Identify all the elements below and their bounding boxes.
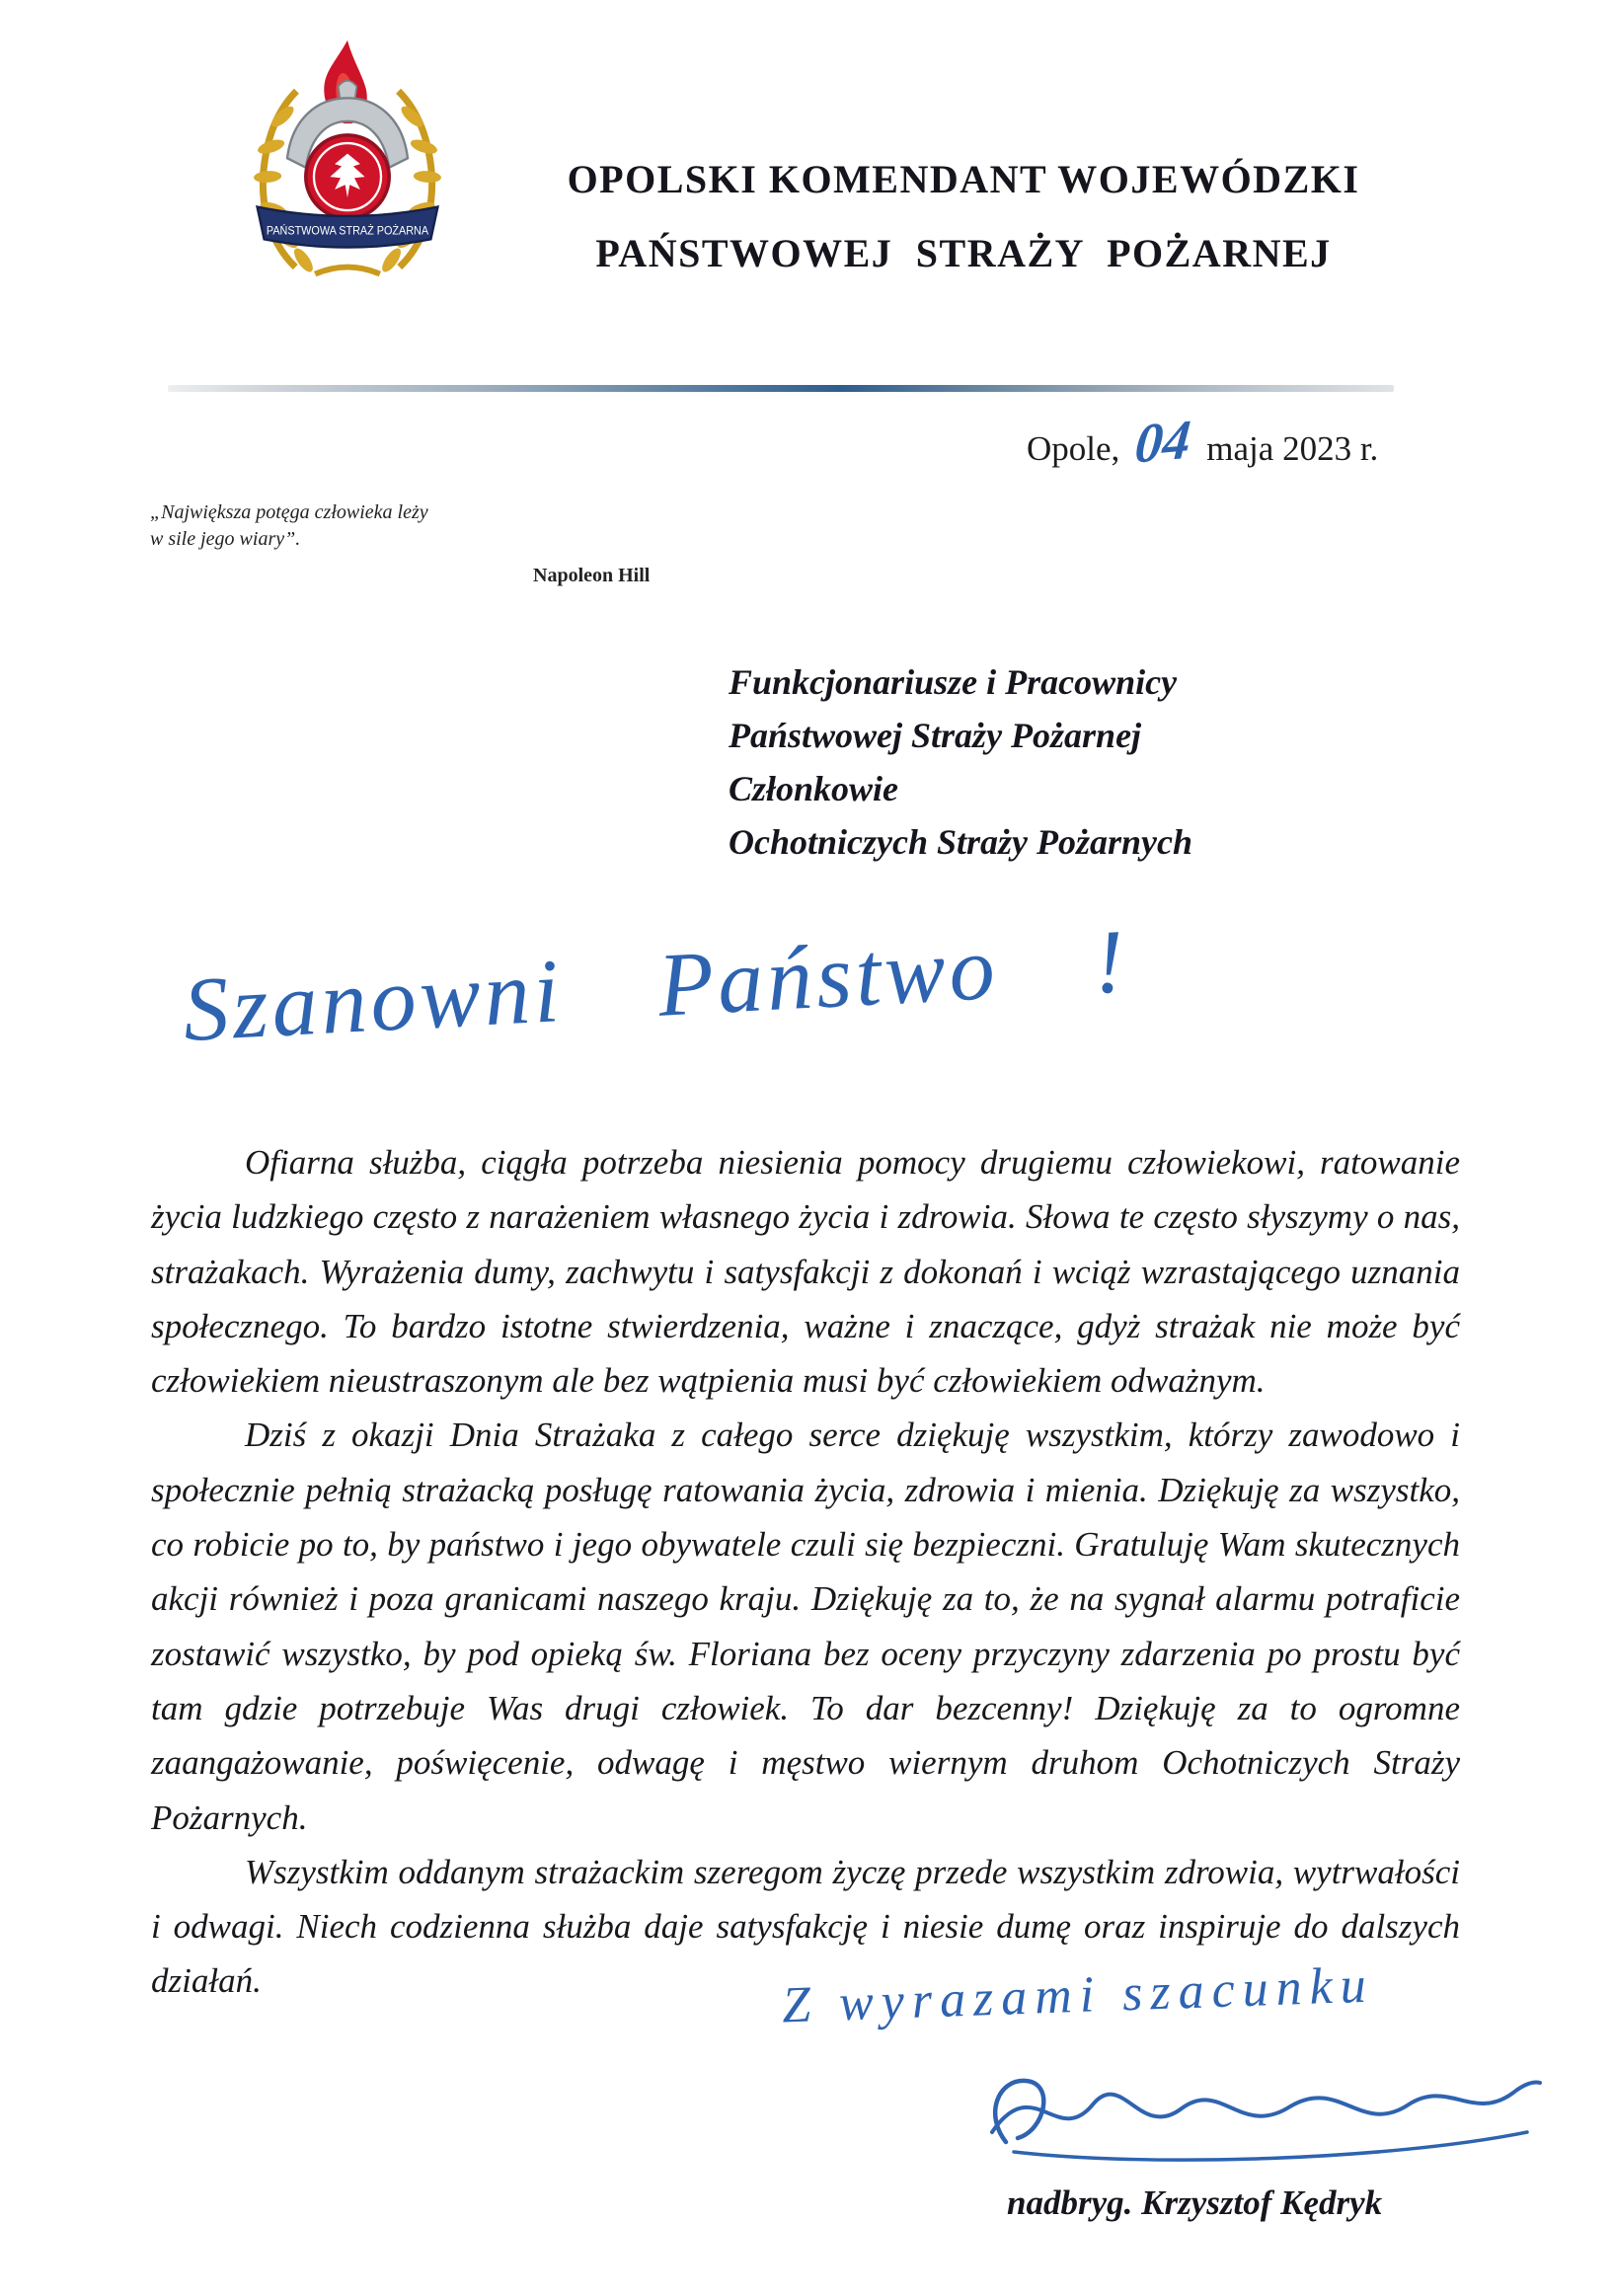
handwritten-closing: Z wyrazami szacunku [781, 1956, 1375, 2034]
handwritten-date-day: 04 [1132, 409, 1193, 476]
addressee-line: Ochotniczych Straży Pożarnych [729, 822, 1193, 862]
addressee-line: Funkcjonariusze i Pracownicy [729, 662, 1178, 702]
dateline-city: Opole, [1027, 429, 1120, 468]
handwritten-salutation: Szanowni Państwo ! [180, 909, 1131, 1061]
letterhead [559, 156, 1368, 276]
addressee-line: Państwowej Straży Pożarnej [729, 716, 1142, 755]
motto-quote [150, 499, 650, 589]
org-name-line2: PAŃSTWOWEJ STRAŻY POŻARNEJ [595, 231, 1332, 275]
quote-line2: w sile jego wiary”. [150, 528, 301, 550]
org-name-line1: OPOLSKI KOMENDANT WOJEWÓDZKI [567, 157, 1360, 201]
header-divider [168, 385, 1394, 392]
crest-ribbon-text: PAŃSTWOWA STRAŻ POŻARNA [266, 224, 429, 238]
body-paragraph: Dziś z okazji Dnia Strażaka z całego serce dziękuję wszystkim, którzy zawodowo i społecznie pełnią strażacką posługę ratowania życia, zdrowia i mienia. Dziękuję za wszystko, co robicie po to, by państwo i jego obywatele czuli się bezpieczni. Gratuluję Wam skutecznych akcji również i poza granicami naszego kraju. Dziękuję za to, że na sygnał alarmu potraficie zostawić wszystko, by pod opieką św. Floriana bez oceny przyczyny zdarzenia po prostu być tam gdzie potrzebuje Was drugi człowiek. To dar bezcenny! Dziękuję za to ogromne zaangażowanie, poświęcenie, odwagę i męstwo wiernym druhom Ochotniczych Straży Pożarnych. [151, 1416, 1460, 1837]
quote-author: Napoleon Hill [533, 565, 651, 586]
quote-line1: „Największa potęga człowieka leży [150, 501, 428, 523]
body-paragraph: Wszystkim oddanym strażackim szeregom życzę przede wszystkim zdrowia, wytrwałości i odwagi. Niech codzienna służba daje satysfakcję i niesie dumę oraz inspiruje do dalszych działań. [151, 1852, 1460, 2001]
signature-name: nadbryg. Krzysztof Kędryk [1007, 2183, 1383, 2222]
dateline [1027, 409, 1379, 476]
addressee-line: Członkowie [729, 769, 899, 808]
body-paragraph: Ofiarna służba, ciągła potrzeba niesienia pomocy drugiemu człowiekowi, ratowanie życia ludzkiego często z narażeniem własnego życia i zdrowia. Słowa te często słyszymy o nas, strażakach. Wyrażenia dumy, zachwytu i satysfakcji z dokonań i wciąż wzrastającego uznania społecznego. To bardzo istotne stwierdzenia, ważne i znaczące, gdyż strażak nie może być człowiekiem nieustraszonym ale bez wątpienia musi być człowiekiem odważnym. [151, 1143, 1460, 1401]
fire-service-crest-icon [229, 36, 466, 290]
addressee-block [729, 655, 1192, 869]
letter-body [151, 1135, 1460, 2009]
signature-scribble-icon [972, 2053, 1550, 2177]
dateline-rest: maja 2023 r. [1206, 429, 1379, 468]
